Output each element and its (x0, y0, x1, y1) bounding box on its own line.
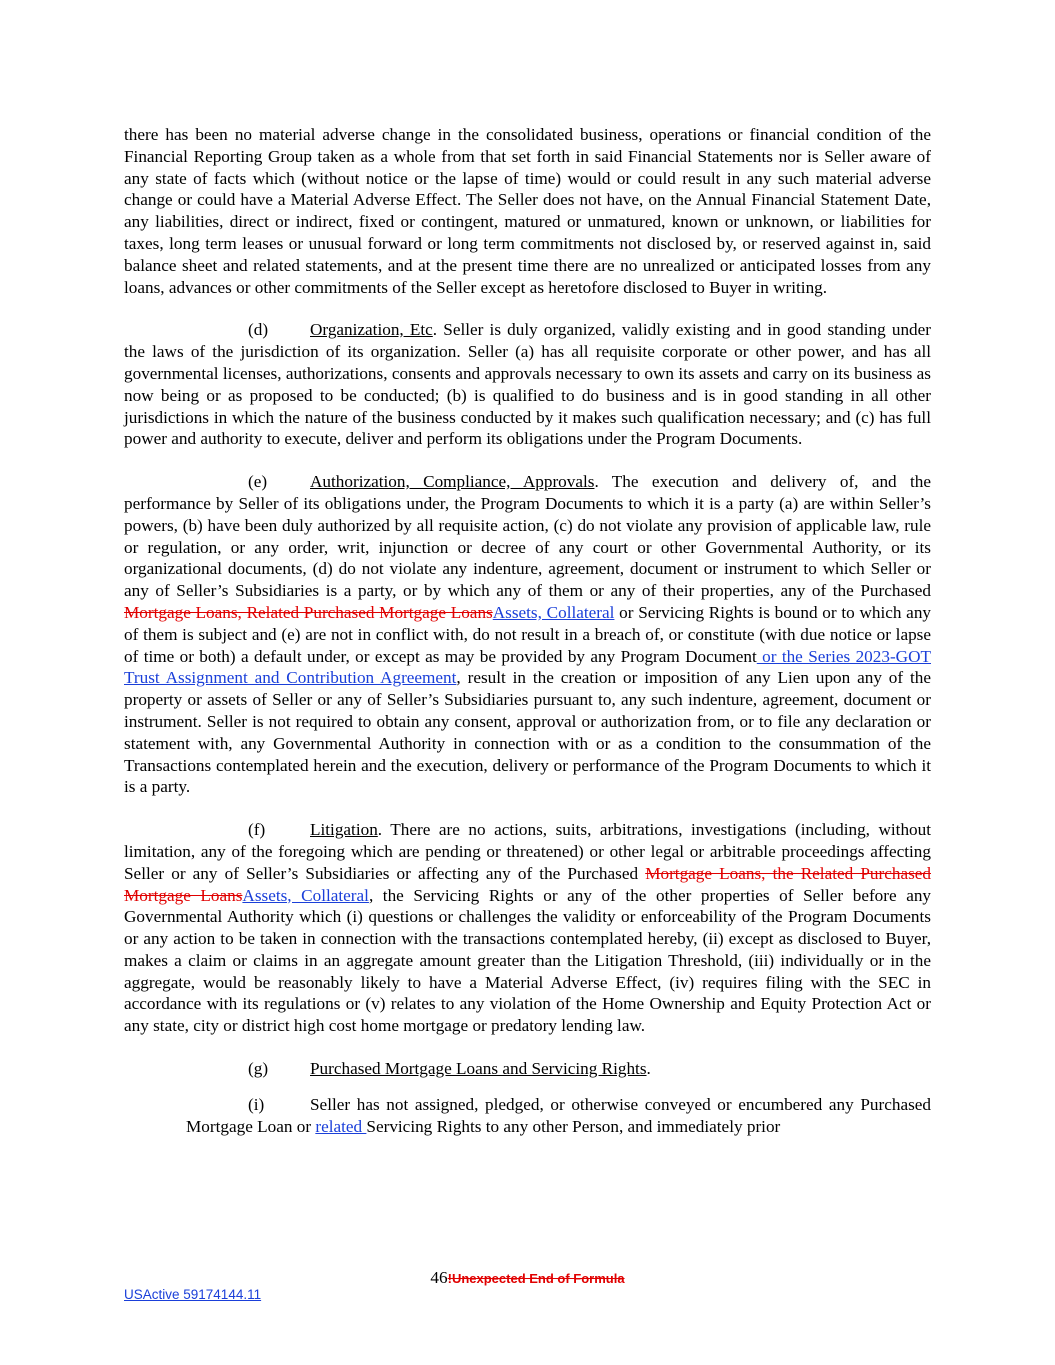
paragraph-text: Seller has not assigned, pledged, or otherwise conveyed or encumbered any Purchased Mortgage Loan or (186, 1094, 931, 1136)
paragraph-text: . There are no actions, suits, arbitrations, investigations (including, without limitation, any of the foregoing which are pending or threatened) or other legal or arbitrable proceedings affecting Seller or any of Seller’s Subsidiaries or affecting any of the Purchased (124, 820, 931, 883)
document-id-link[interactable]: USActive 59174144.11 (124, 1287, 262, 1302)
paragraph-e (124, 471, 931, 798)
paragraph-text: . (646, 1059, 651, 1079)
field-error-text: !Unexpected End of Formula (447, 1271, 625, 1286)
paragraph-c-continuation: there has been no material adverse change in the consolidated business, operations or financial condition of the Financial Reporting Group taken as a whole from that set forth in said Financial Statements nor is Seller aware of any state of facts which (without notice or the lapse of time) would or could result in any such material adverse change or could have a Material Adverse Effect. The Seller does not have, on the Annual Financial Statement Date, any liabilities, direct or indirect, fixed or contingent, matured or unmatured, known or unknown, or liabilities for taxes, long term leases or unusual forward or long term commitments not disclosed by, or reserved against in, said balance sheet and related statements, and at the present time there are no unrealized or anticipated losses from any loans, advances or other commitments of the Seller except as heretofore disclosed to Buyer in writing. (124, 125, 931, 297)
paragraph-number: (g) (248, 1059, 269, 1079)
deleted-text: Mortgage Loans, Related Purchased Mortgage Loans (124, 602, 493, 622)
section-heading: Organization, Etc (310, 320, 433, 340)
paragraph-number: (d) (248, 320, 269, 340)
paragraph-text: , the Servicing Rights or any of the other properties of Seller before any Governmental Authority which (i) questions or challenges the validity or enforceability of the Program Documents or any action to be taken in connection with the transactions contemplated hereby, (ii) except as disclosed to Buyer, makes a claim or claims in an aggregate amount greater than the Litigation Threshold, (iii) individually or in the aggregate, would be reasonably likely to have a Material Adverse Effect, (iv) requires filing with the SEC in accordance with its regulations or (v) relates to any violation of the Home Ownership and Equity Protection Act or any state, city or district high cost home mortgage or predatory lending law. (124, 885, 932, 1036)
section-heading: Purchased Mortgage Loans and Servicing Rights (310, 1059, 647, 1079)
paragraph-text: or Servicing Rights is bound or to which any of them is subject and (e) are not in conflict with, do not result in a breach of, or constitute (with due notice or lapse of time or both) a default under, or except as may be provided by any Program Document (124, 602, 932, 666)
paragraph-number: (e) (248, 472, 268, 492)
document-body (124, 124, 931, 1137)
inserted-text: Assets, Collateral (242, 885, 369, 905)
paragraph-text: . Seller is duly organized, validly existing and in good standing under the laws of the jurisdiction of its organization. Seller (a) has all requisite corporate or other power, and has all governmental licenses, authorizations, consents and approvals necessary to own its assets and carry on its business as now being or as proposed to be conducted; (b) is qualified to do business and is in good standing in all other jurisdictions in which the nature of the business conducted by it makes such qualification necessary; and (c) has full power and authority to execute, deliver and perform its obligations under the Program Documents. (124, 320, 931, 449)
inserted-text: or the Series 2023-GOT Trust Assignment and Contribution Agreement (124, 646, 931, 688)
section-heading: Litigation (310, 820, 378, 840)
paragraph-text: . The execution and delivery of, and the performance by Seller of its obligations under, the Program Documents to which it is a party (a) are within Seller’s powers, (b) have been duly authorized by all requisite action, (c) do not violate any provision of applicable law, rule or regulation, or any order, writ, injunction or decree of any court or other Governmental Authority, or its organizational documents, (d) do not violate any indenture, agreement, document or instrument to which Seller or any of Seller’s Subsidiaries is a party, or by which any of them or any of their properties, any of the Purchased (124, 472, 931, 601)
deleted-text: Mortgage Loans, the Related Purchased Mortgage Loans (124, 863, 931, 905)
paragraph-g (124, 1058, 931, 1080)
paragraph-text: Servicing Rights to any other Person, and immediately prior (366, 1116, 781, 1136)
paragraph-text: , result in the creation or imposition of any Lien upon any of the property or assets of Seller or any of Seller’s Subsidiaries pursuant to, any such indenture, agreement, document or instrument. Seller is not required to obtain any consent, approval or authorization from, or to file any declaration or statement with, any Governmental Authority in connection with or as a condition to the consummation of the Transactions contemplated herein and the execution, delivery or performance of the Program Documents to which it is a party. (124, 668, 931, 797)
paragraph-g-i (186, 1094, 931, 1138)
paragraph-d (124, 319, 931, 450)
section-heading: Authorization, Compliance, Approvals (310, 472, 595, 492)
inserted-text: related (315, 1116, 367, 1136)
page-number-value: 46 (430, 1268, 448, 1287)
paragraph-number: (f) (248, 820, 266, 840)
paragraph-f (124, 819, 931, 1037)
page-number (0, 1268, 1055, 1288)
paragraph-number: (i) (248, 1094, 265, 1114)
inserted-text: Assets, Collateral (492, 602, 615, 622)
